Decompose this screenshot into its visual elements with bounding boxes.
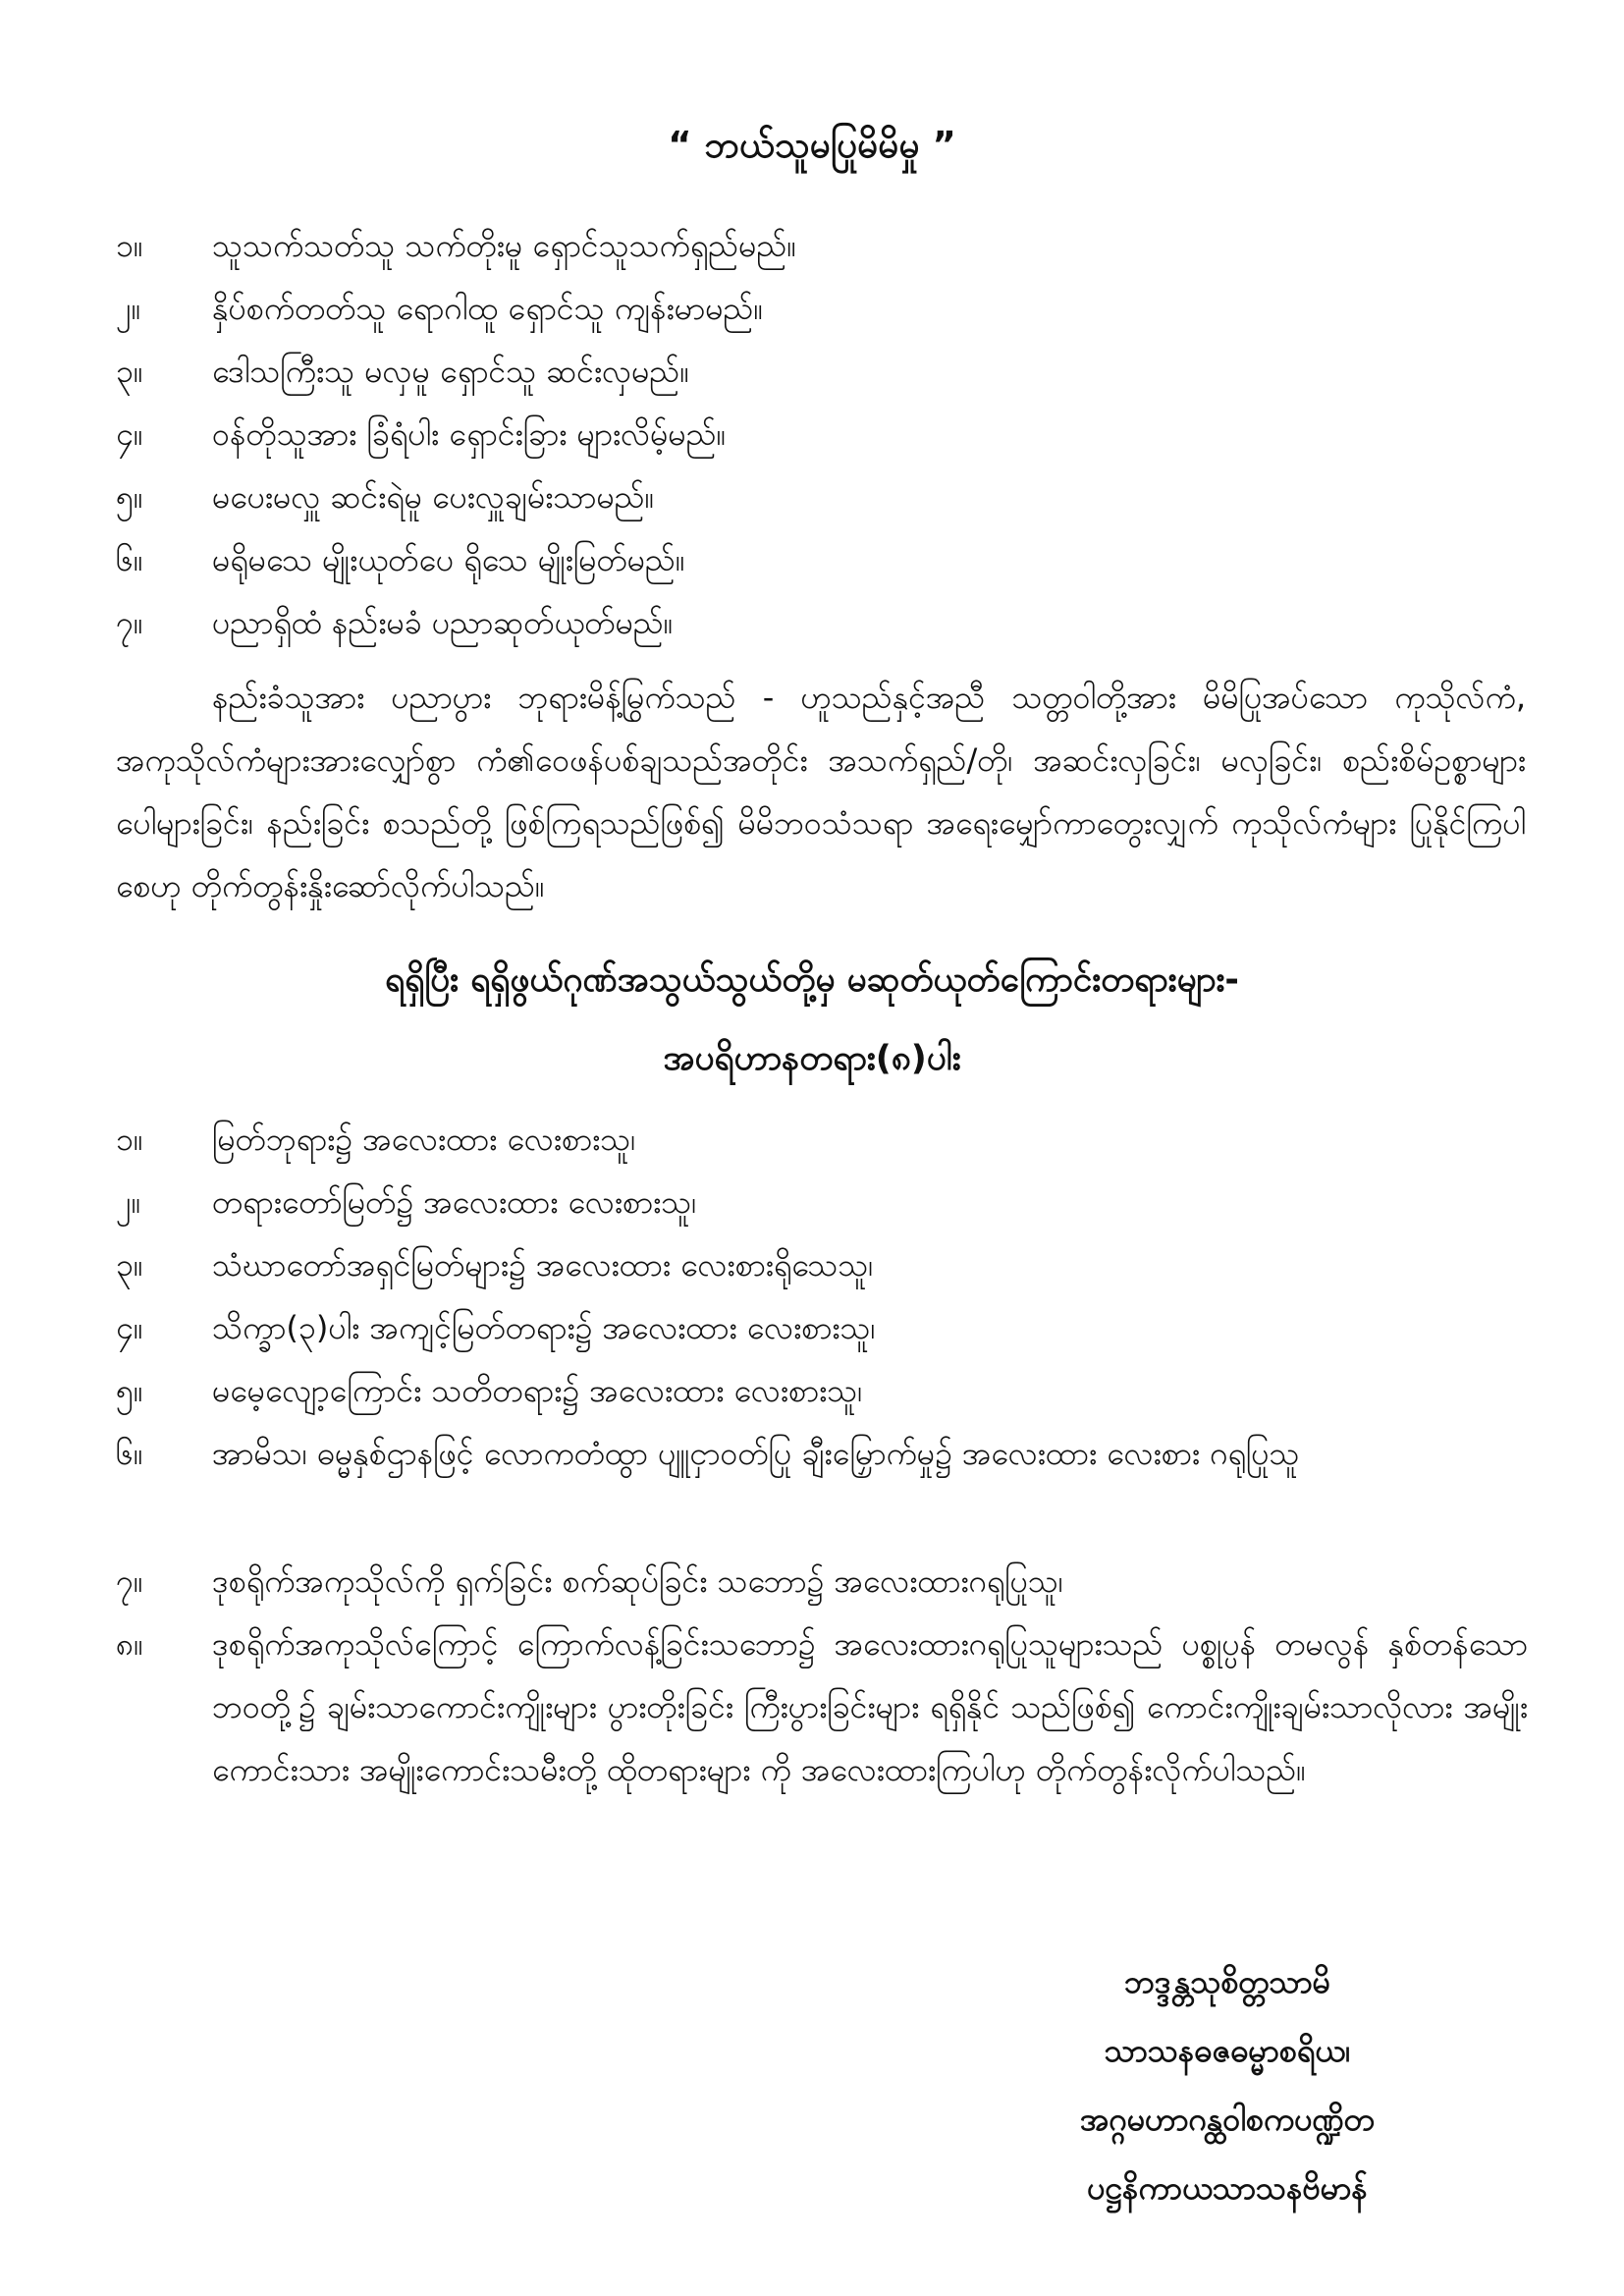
section-subheading: အပရိဟာနတရား(၈)ပါး <box>663 1039 961 1078</box>
list-item-number: ၃။ <box>116 1246 143 1284</box>
list-item-text: အာမိသ၊ ဓမ္မနှစ်ဌာနဖြင့် လောကတံထွာ ပျူငှာဝတ်ပြု ချီးမြှောက်မှု၌ အလေးထား လေးစား ဂရုပြုသူ <box>212 1435 1300 1472</box>
list-item-text: မပေးမလှူ ဆင်းရဲမူ ပေးလှူချမ်းသာမည်။ <box>212 478 655 516</box>
list-item-number: ၂။ <box>116 290 141 327</box>
list-item-text: တရားတော်မြတ်၌ အလေးထား လေးစားသူ၊ <box>212 1183 697 1221</box>
signature-line: ပဋ္ဌနိကာယသာသနဗိမာန် <box>1087 2169 1368 2207</box>
list-item-number: ၁။ <box>116 1121 143 1158</box>
list-item-text: သူသက်သတ်သူ သက်တိုးမူ ရှောင်သူသက်ရှည်မည်။ <box>212 227 797 264</box>
list-item-number: ၆။ <box>116 1435 143 1472</box>
list-item-text: ပညာရှိထံ နည်းမခံ ပညာဆုတ်ယုတ်မည်။ <box>212 604 674 641</box>
list-item-number: ၅။ <box>116 478 143 516</box>
list-item-number: ၇။ <box>116 1562 143 1600</box>
list-item-text: မမေ့လျော့ကြောင်း သတိတရား၌ အလေးထား လေးစားသူ၊ <box>212 1372 863 1409</box>
section-heading: ရရှိပြီး ရရှိဖွယ်ဂုဏ်အသွယ်သွယ်တို့မှ မဆုတ်ယုတ်ကြောင်းတရားများ- <box>385 960 1239 1000</box>
list-item-number: ၂။ <box>116 1183 141 1221</box>
signature-line: အဂ္ဂမဟာဂန္ထဝါစကပဏ္ဍိတ <box>1080 2101 1375 2138</box>
list-item-text: မြတ်ဘုရား၌ အလေးထား လေးစားသူ၊ <box>212 1121 636 1158</box>
list-item-text: ဒုစရိုက်အကုသိုလ်ကြောင့် ကြောက်လန့်ခြင်းသဘော၌ အလေးထားဂရုပြုသူများသည် ပစ္စုပ္ပန် တမလွန် နှစ်တန်သောဘဝတို့၌ ချမ်းသာကောင်းကျိုးများ ပွားတိုးခြင်း ကြီးပွားခြင်းများ ရရှိနိုင် သည်ဖြစ်၍ ကောင်းကျိုးချမ်းသာလိုလား အမျိုးကောင်းသား အမျိုးကောင်းသမီးတို့ ထိုတရားများ ကို အလေးထားကြပါဟု တိုက်တွန်းလိုက်ပါသည်။ <box>212 1625 1528 1788</box>
list-item-text: ဒုစရိုက်အကုသိုလ်ကို ရှက်ခြင်း စက်ဆုပ်ခြင်း သဘော၌ အလေးထားဂရုပြုသူ၊ <box>212 1562 1063 1600</box>
list-item-number: ၁။ <box>116 227 143 264</box>
list-item-text: ဒေါသကြီးသူ မလှမူ ရှောင်သူ ဆင်းလှမည်။ <box>212 353 690 390</box>
list-item-number: ၄။ <box>116 1309 143 1346</box>
list-item-number: ၄။ <box>116 415 143 453</box>
document-title: “ ဘယ်သူမပြုမိမိမှု ” <box>668 124 956 166</box>
signature-line: သာသနဓဇဓမ္မာစရိယ၊ <box>1104 2032 1351 2069</box>
list-item-text: နှိပ်စက်တတ်သူ ရောဂါထူ ရှောင်သူ ကျန်းမာမည်။ <box>212 290 764 327</box>
list-item-number: ၅။ <box>116 1372 143 1409</box>
body-paragraph: နည်းခံသူအား ပညာပွား ဘုရားမိန့်မြွက်သည် - ဟူသည်နှင့်အညီ သတ္တဝါတို့အား မိမိပြုအပ်သော ကုသိုလ်ကံ, အကုသိုလ်ကံများအားလျှော်စွာ ကံ၏ဝေဖန်ပစ်ချသည်အတိုင်း အသက်ရှည်/တို၊ အဆင်းလှခြင်း၊ မလှခြင်း၊ စည်းစိမ်ဥစ္စာများ ပေါများခြင်း၊ နည်းခြင်း စသည်တို့ ဖြစ်ကြရသည်ဖြစ်၍ မိမိဘဝသံသရာ အရေးမျှော်ကာတွေးလျှက် ကုသိုလ်ကံများ ပြုနိုင်ကြပါစေဟု တိုက်တွန်းနှိုးဆော်လိုက်ပါသည်။ <box>116 679 1527 904</box>
list-item-text: သိက္ခာ(၃)ပါး အကျင့်မြတ်တရား၌ အလေးထား လေးစားသူ၊ <box>212 1309 876 1346</box>
list-item-number: ၆။ <box>116 541 143 578</box>
signature-line: ဘဒ္ဒန္တသုစိတ္တသာမိ <box>1124 1963 1330 2000</box>
list-item-text: မရိုမသေ မျိုးယုတ်ပေ ရိုသေ မျိုးမြတ်မည်။ <box>212 541 685 578</box>
list-item-number: ၈။ <box>116 1625 143 1663</box>
list-item-number: ၃။ <box>116 353 143 390</box>
list-item-text: ဝန်တိုသူအား ခြံရံပါး ရှောင်းခြား များလိမ့်မည်။ <box>212 415 727 453</box>
list-item-text: သံဃာတော်အရှင်မြတ်များ၌ အလေးထား လေးစားရိုသေသူ၊ <box>212 1246 874 1284</box>
list-item-number: ၇။ <box>116 604 143 641</box>
